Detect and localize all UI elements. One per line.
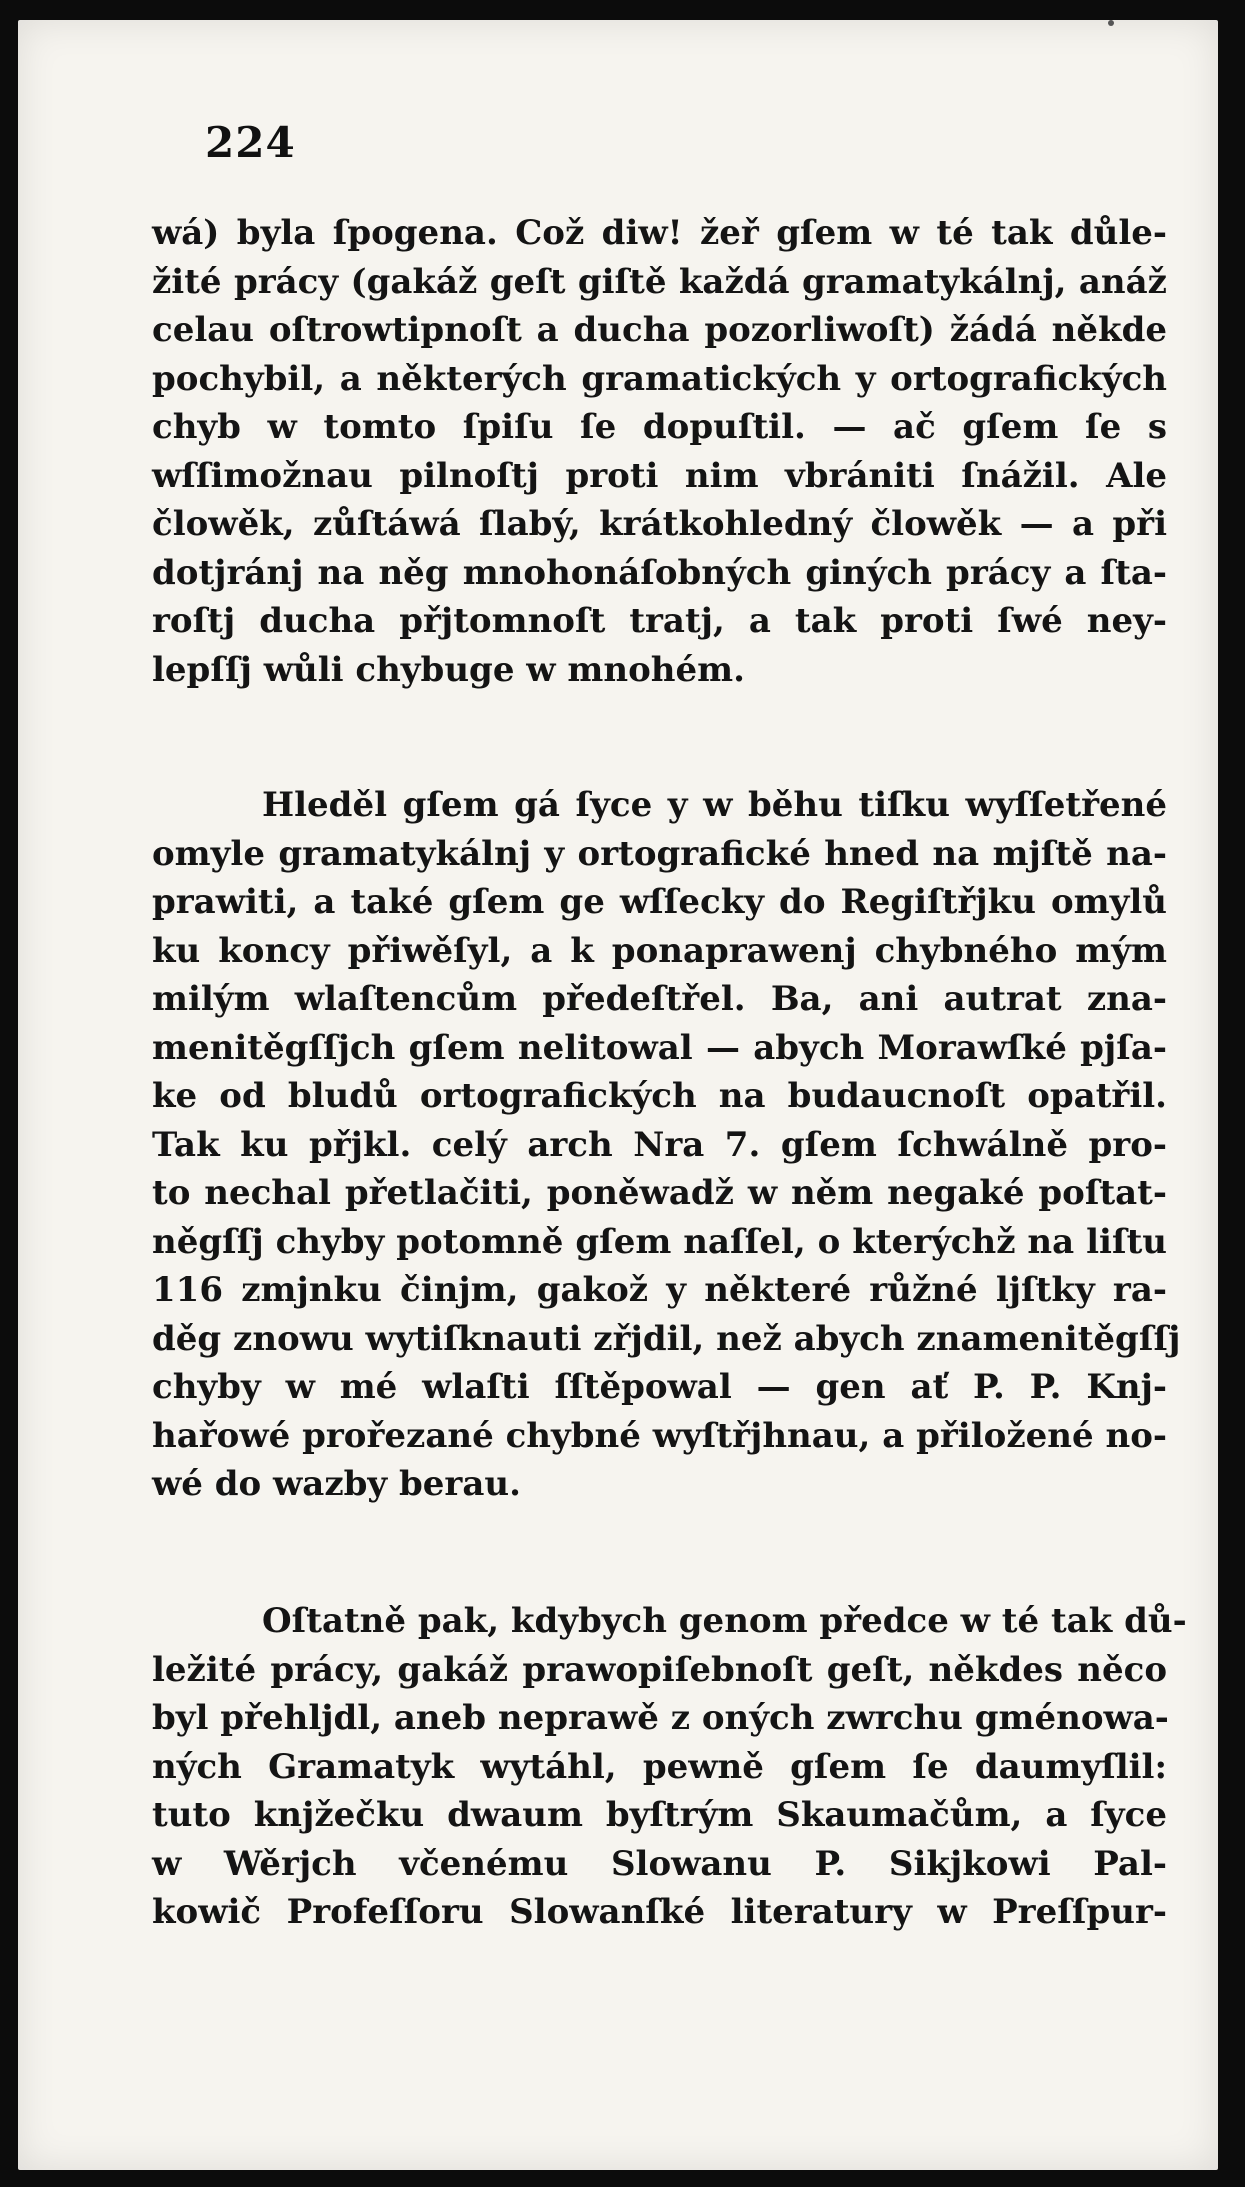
text-line: ke od bludů ortografických na budaucnoſt opatřil. [152,1076,1167,1116]
text-line: něgſſj chyby potomně gſem naſſel, o kterýchž na liſtu [152,1221,1167,1262]
text-line: byl přehljdl, aneb neprawě z oných zwrchu gménowa- [152,1698,1169,1738]
text-line: chyb w tomto ſpiſu ſe dopuſtil. — ač gſem ſe s [152,407,1167,447]
text-line: menitěgſſjch gſem nelitowal — abych Morawſké pjſa- [152,1027,1167,1068]
text-line: chyby w mé wlaſti ſſtěpowal — gen ať P. P. Knj- [152,1367,1167,1407]
text-line: člowěk, zůſtáwá ſlabý, krátkohledný člowěk — a při [152,504,1167,544]
text-line: tuto knjžečku dwaum byſtrým Skaumačům, a ſyce [152,1795,1167,1835]
text-line: ných Gramatyk wytáhl, pewně gſem ſe daumyſlil: [152,1746,1167,1787]
text-line: Hleděl gſem gá ſyce y w běhu tiſku wyſſetřené [262,785,1167,825]
text-line: dotjránj na něg mnohonáſobných giných prácy a ſta- [152,552,1167,593]
text-line: děg znowu wytiſknauti zřjdil, než abych znamenitěgſſj [152,1318,1181,1359]
text-line: 116 zmjnku činjm, gakož y některé růžné ljſtky ra- [152,1270,1167,1310]
text-line: w Wěrjch včenému Slowanu P. Sikjkowi Pal- [152,1843,1167,1884]
page-number: 224 [205,118,296,167]
text-line: celau oſtrowtipnoſt a ducha pozorliwoſt) žádá někde [152,310,1167,350]
text-line: wé do wazby berau. [152,1464,521,1504]
paragraph-3 [152,1597,1187,1937]
text-line: žité prácy (gakáž geſt giſtě každá gramatykálnj, anáž [152,261,1167,302]
text-line: roſtj ducha přjtomnoſt tratj, a tak proti ſwé ney- [152,601,1167,641]
text-line: omyle gramatykálnj y ortografické hned na mjſtě na- [152,833,1167,874]
text-line: to nechal přetlačiti, poněwadž w něm negaké poſtat- [152,1173,1167,1213]
text-line: pochybil, a některých gramatických y ortografických [152,358,1167,399]
text-line: Tak ku přjkl. celý arch Nra 7. gſem ſchwálně pro- [152,1124,1167,1165]
paragraph-2 [152,781,1181,1509]
text-line: Oſtatně pak, kdybych genom předce w té tak dů- [262,1601,1187,1641]
text-line: milým wlaſtencům předeſtřel. Ba, ani autrat zna- [152,979,1167,1019]
text-line: ku koncy přiwěſyl, a k ponaprawenj chybného mým [152,930,1167,971]
text-line: prawiti, a také gſem ge wſſecky do Regiſtřjku omylů [152,882,1167,922]
text-line: hařowé prořezané chybné wyſtřjhnau, a přiložené no- [152,1415,1167,1456]
text-line: wá) byla ſpogena. Což diw! žeř gſem w té tak důle- [152,213,1167,253]
text-line: kowič Profeſſoru Slowanſké literatury w Preſſpur- [152,1892,1167,1932]
scan-speck [1108,20,1114,26]
paragraph-1 [152,209,1167,694]
text-line: ležité prácy, gakáž prawopiſebnoſt geſt, někdes něco [152,1649,1167,1690]
text-line: lepſſj wůli chybuge w mnohém. [152,649,745,690]
text-line: wſſimožnau pilnoſtj proti nim vbrániti ſnážil. Ale [152,455,1167,496]
